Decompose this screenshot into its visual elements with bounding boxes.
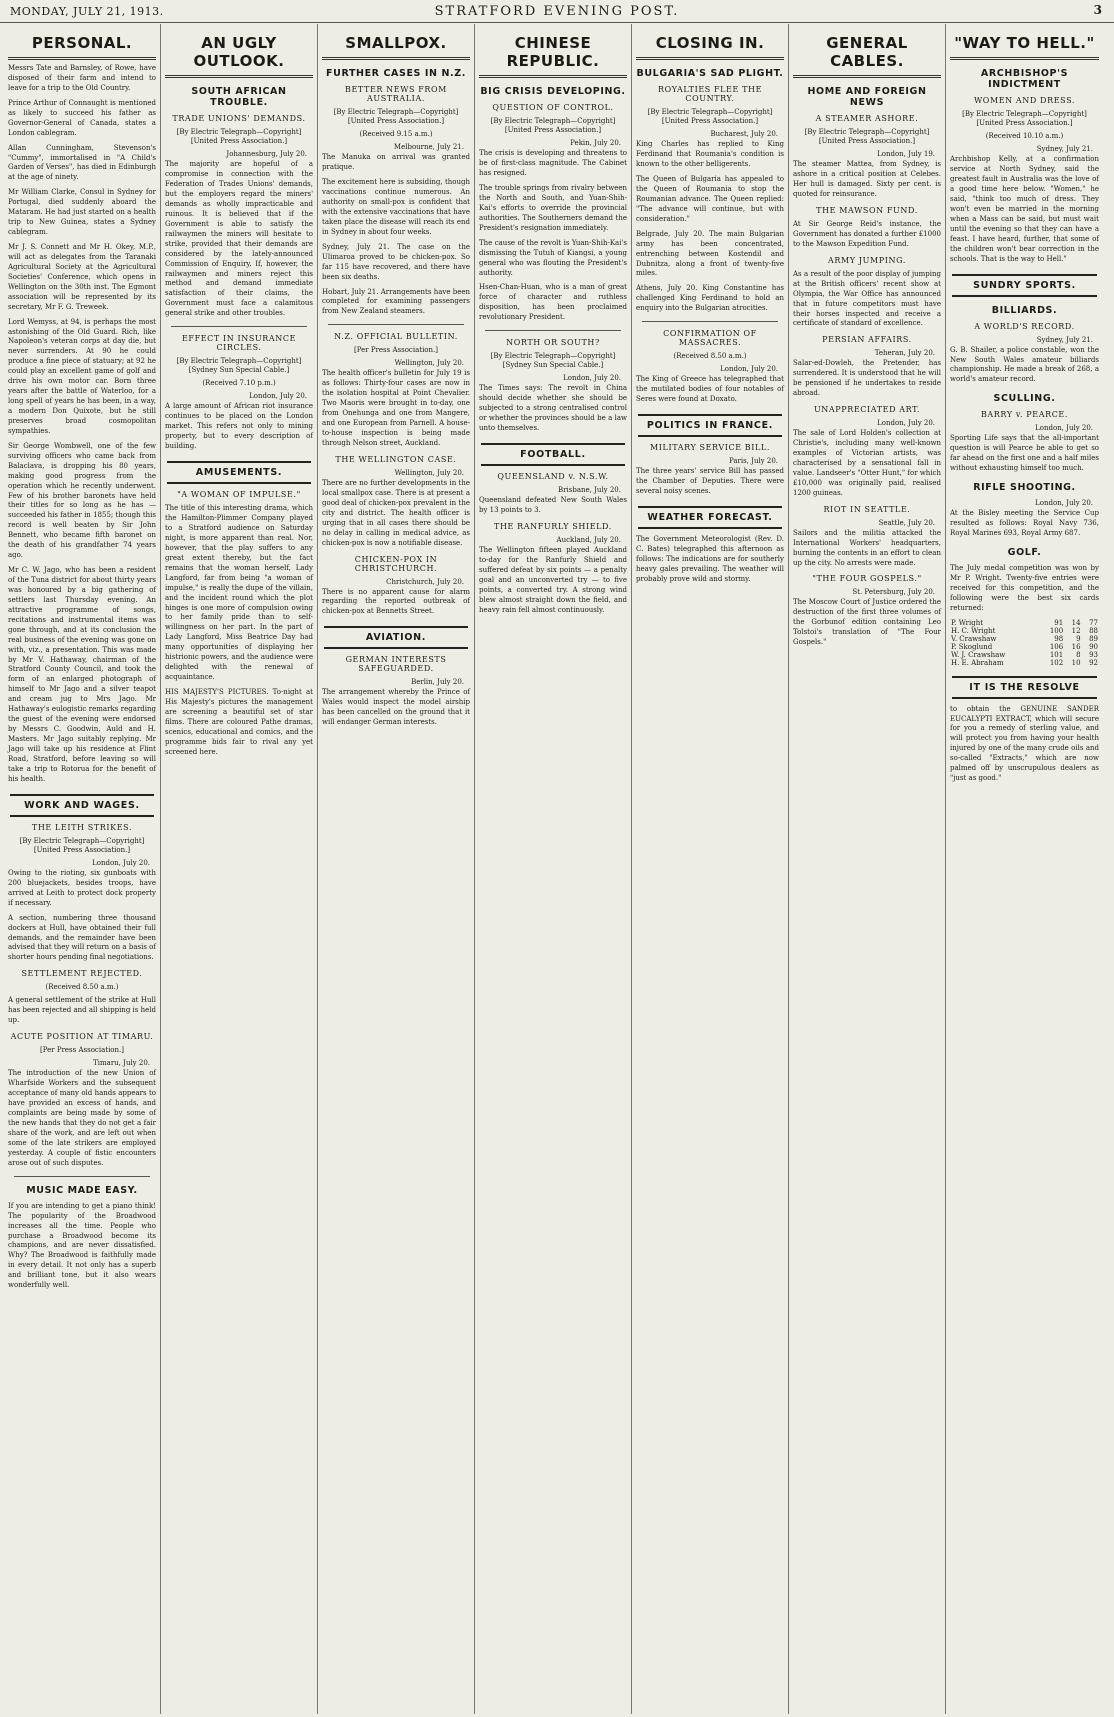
- received-time: (Received 8.50 a.m.): [45, 983, 119, 992]
- sport-heading: BILLIARDS.: [991, 304, 1058, 316]
- wire-credit: [By Electric Telegraph—Copyright] [United Press Association.]: [804, 128, 930, 146]
- paragraph: A large amount of African riot insurance continues to be placed on the London market. This refers not only to mining property, but to every description of building.: [165, 402, 313, 451]
- dateline: Paris, July 20.: [728, 457, 778, 466]
- table-row: [950, 659, 1099, 667]
- paragraph: A general settlement of the strike at Hull has been rejected and all shipping is held up.: [8, 996, 156, 1025]
- article-subhead: RIOT IN SEATTLE.: [823, 504, 911, 514]
- article-subhead: BARRY v. PEARCE.: [980, 410, 1069, 420]
- article-headline: ARCHBISHOP'S INDICTMENT: [980, 68, 1069, 90]
- dateline: Berlin, July 20.: [411, 678, 464, 687]
- masthead: [0, 0, 1114, 23]
- paragraph: The title of this interesting drama, which the Hamilton-Plimmer Company played to a Stratford audience on Saturday night, is more apparent than real. Nor, however, that the play suffers to any great extent thereby, but the fact remains that the woman herself, Lady Langford, far from being "a woman of impulse," is really the dupe of the villain, and the incident round which the plot hinges is one more of compulsion owing to her family pride than to self-willingness on her part. In the part of Lady Langford, Miss Beatrice Day had many opportunities of displaying her histrionic powers, and the audience were delighted with the renewal of acquaintance.: [165, 504, 313, 682]
- paragraph: The Moscow Court of Justice ordered the destruction of the first three volumes of the Gorbunof edition containing Leo Tolstoi's translation of "The Four Gospels.": [793, 598, 941, 647]
- paragraph: Salar-ed-Dowleh, the Pretender, has surrendered. It is understood that he will be pensioned if he undertakes to reside abroad.: [793, 359, 941, 398]
- table-row: [950, 619, 1099, 627]
- article-subhead: A STEAMER ASHORE.: [815, 114, 919, 123]
- paragraph: The Wellington fifteen played Auckland to-day for the Ranfurly Shield and suffered defeat by six points — a penalty goal and an unconverted try — to five points, a converted try. A strong wind blew almost straight down the field, and heavy rain fell almost continuously.: [479, 545, 627, 614]
- category-heading: POLITICS IN FRANCE.: [638, 414, 782, 437]
- divider: [328, 324, 464, 325]
- table-cell: 102: [1049, 658, 1064, 667]
- wire-credit: [By Electric Telegraph—Copyright] [United Press Association.]: [490, 117, 616, 135]
- dateline: London, July 20.: [249, 392, 307, 401]
- table-cell: 91: [1054, 618, 1064, 627]
- dateline: London, July 20.: [1035, 424, 1093, 433]
- dateline: Seattle, July 20.: [878, 518, 935, 527]
- paragraph: Queensland defeated New South Wales by 13 points to 3.: [479, 496, 627, 514]
- dateline: Brisbane, July 20.: [558, 486, 621, 495]
- paragraph: Hsen-Chan-Huan, who is a man of great force of character and ruthless disposition, has been proclaimed revolutionary President.: [479, 283, 627, 322]
- category-heading: FOOTBALL.: [481, 443, 625, 466]
- paragraph: There are no further developments in the local smallpox case. There is at present a good deal of chicken-pox prevalent in the city and district. The health officer is urging that in all cases there should be no delay in calling in medical advice, as chicken-pox is now a notifiable disease.: [322, 478, 470, 547]
- article-subhead: SETTLEMENT REJECTED.: [21, 969, 143, 979]
- paragraph: The majority are hopeful of a compromise in connection with the Federation of Trades Unions' demands, but the employers regard the miners' demands as wholly impracticable and ruinous. It is believed that if the Government is able to satisfy the railwaymen the miners will hesitate to strike, provided that their demands are considered by the lately-announced Commission of Enquiry. If, however, the railwaymen and miners reject this method and demand immediate satisfaction of their claims, the Government must face a calamitous general strike and other troubles.: [165, 160, 313, 318]
- paragraph: The Manuka on arrival was granted pratique.: [322, 153, 470, 172]
- paragraph: The excitement here is subsiding, though vaccinations continue numerous. An authority on small-pox is confident that with the extensive vaccinations that have taken place the disease will reach its end in Sydney in about four weeks.: [322, 178, 470, 236]
- table-cell: 106: [1049, 642, 1064, 651]
- paragraph: The introduction of the new Union of Wharfside Workers and the subsequent acceptance of many old hands appears to have provided an excess of hands, and complaints are being made by some of the new hands that they do not get a fair share of the work, and are left out when some of the late strikers are employed yesterday. A couple of fistic encounters arose out of such disputes.: [8, 1069, 156, 1167]
- article-subhead: UNAPPRECIATED ART.: [813, 405, 921, 415]
- wire-credit: [By Electric Telegraph—Copyright] [Sydney Sun Special Cable.]: [490, 352, 616, 370]
- paragraph: The crisis is developing and threatens to be of first-class magnitude. The Cabinet has resigned.: [479, 149, 627, 178]
- wire-credit: [By Electric Telegraph—Copyright] [United Press Association.]: [176, 128, 302, 146]
- article-subhead: GERMAN INTERESTS SAFEGUARDED.: [345, 655, 447, 674]
- dateline: Sydney, July 21.: [1036, 335, 1093, 344]
- article-subhead: THE WELLINGTON CASE.: [335, 454, 457, 464]
- table-cell: 88: [1089, 626, 1098, 635]
- column-closing-in: [632, 24, 789, 1714]
- article-subhead: N.Z. OFFICIAL BULLETIN.: [334, 332, 458, 342]
- ad-paragraph: If you are intending to get a piano think! The popularity of the Broadwood increases all the time. People who purchase a Broadwood become its champions, and are never dissatisfied. Why? The Broadwood is faithfully made in every detail. It not only has a superb and brilliant tone, but it also wears wonderfully well.: [8, 1201, 156, 1290]
- paragraph: At Sir George Reid's instance, the Government has donated a further £1000 to the Mawson Expedition Fund.: [793, 219, 941, 248]
- divider: [485, 330, 621, 331]
- dateline: London, July 20.: [1035, 499, 1093, 508]
- article-subhead: BETTER NEWS FROM AUSTRALIA.: [345, 85, 447, 103]
- golf-results-table: [950, 619, 1099, 667]
- paragraph: As a result of the poor display of jumping at the British officers' recent show at Olympia, the War Office has announced that in future competitors must have their horses inspected and receive a certificate of standard of excellence.: [793, 269, 941, 328]
- newspaper-title: STRATFORD EVENING POST.: [434, 4, 680, 19]
- article-subhead: TRADE UNIONS' DEMANDS.: [172, 114, 306, 123]
- article-subhead: THE MAWSON FUND.: [816, 205, 918, 215]
- paragraph: Messrs Tate and Barnsley, of Rowe, have disposed of their farm and intend to leave for a trip to the Old Country.: [8, 64, 156, 92]
- category-heading: AMUSEMENTS.: [167, 461, 311, 484]
- divider: [171, 326, 307, 327]
- wire-credit: [By Electric Telegraph—Copyright] [United Press Association.]: [333, 108, 459, 126]
- paragraph: The sale of Lord Holden's collection at Christie's, including many well-known examples of Victorian artists, was characterised by a sensational fall in value. Landseer's "Otter Hunt," for which £10,000 was originally paid, realised 1200 guineas.: [793, 429, 941, 497]
- paragraph: Archbishop Kelly, at a confirmation service at North Sydney, said the greatest fault in Australia was the love of a good time here below. "Women," he said, "think too much of dress. They won't even be married in the morning when a Mass can be said, but must wait until the evening so that they can have a feast. I have heard, further, that some of the children won't bear correction in the schools. That is the way to Hell.": [950, 155, 1099, 263]
- paragraph: Prince Arthur of Connaught is mentioned as likely to succeed his father as Governor-General of Canada, states a London cablegram.: [8, 98, 156, 137]
- article-subhead: A WORLD'S RECORD.: [974, 321, 1075, 331]
- dateline: Wellington, July 20.: [394, 359, 464, 368]
- wire-credit: [Per Press Association.]: [40, 1046, 124, 1055]
- column-chinese-republic: [475, 24, 632, 1714]
- page-number: 3: [1093, 3, 1102, 17]
- wire-credit: [By Electric Telegraph—Copyright] [United Press Association.]: [962, 110, 1087, 128]
- article-headline: SOUTH AFRICAN TROUBLE.: [191, 86, 287, 108]
- article-columns: [4, 24, 1110, 1714]
- column-personal: [4, 24, 161, 1714]
- section-heading: "WAY TO HELL.": [950, 24, 1099, 60]
- article-subhead: THE RANFURLY SHIELD.: [494, 521, 612, 531]
- article-subhead: ROYALTIES FLEE THE COUNTRY.: [657, 85, 763, 103]
- article-subhead: QUEENSLAND v. N.S.W.: [497, 472, 609, 482]
- article-subhead: "THE FOUR GOSPELS.": [812, 574, 922, 584]
- paragraph: The trouble springs from rivalry between the North and South, and Yuan-Shih-Kai's efforts to override the provincial authorities. The Southerners demand the President's resignation immediately.: [479, 184, 627, 232]
- table-cell: P. Skoglund: [951, 642, 993, 651]
- paragraph: The steamer Mattea, from Sydney, is ashore in a critical position at Celebes. Her hull is damaged. Sixty per cent. is quoted for reinsurance.: [793, 160, 941, 198]
- table-cell: 100: [1049, 626, 1064, 635]
- section-heading: PERSONAL.: [8, 24, 156, 60]
- table-cell: 9: [1076, 634, 1081, 643]
- section-heading: SMALLPOX.: [322, 24, 470, 60]
- table-cell: 16: [1071, 642, 1081, 651]
- dateline: Teheran, July 20.: [874, 349, 935, 358]
- wire-credit: [By Electric Telegraph—Copyright] [United Press Association.]: [19, 836, 145, 854]
- paragraph: G. B. Shailer, a police constable, won the New South Wales amateur billiards championship. He made a break of 268, a world's amateur record.: [950, 345, 1099, 384]
- article-subhead: "A WOMAN OF IMPULSE.": [177, 490, 301, 500]
- category-heading: WORK AND WAGES.: [10, 794, 154, 817]
- sport-heading: RIFLE SHOOTING.: [973, 482, 1076, 494]
- table-row: [950, 651, 1099, 659]
- section-heading: AN UGLY OUTLOOK.: [165, 24, 313, 78]
- section-heading: GENERAL CABLES.: [793, 24, 941, 78]
- paragraph: The cause of the revolt is Yuan-Shih-Kai's dismissing the Tutuh of Kiangsi, a young general who was flouting the President's authority.: [479, 238, 627, 277]
- dateline: Johannesburg, July 20.: [226, 150, 307, 159]
- sport-heading: SCULLING.: [993, 393, 1056, 405]
- article-subhead: WOMEN AND DRESS.: [973, 96, 1076, 105]
- table-cell: V. Crawshaw: [951, 634, 997, 643]
- paragraph: HIS MAJESTY'S PICTURES. To-night at His Majesty's pictures the management are screening a beautiful set of star films. There are coloured Pathe dramas, scenics, educational and comics, and the programme bids fair to rival any yet screened here.: [165, 688, 313, 756]
- category-heading: AVIATION.: [324, 626, 468, 649]
- column-general-cables: [789, 24, 946, 1714]
- table-cell: 8: [1076, 650, 1081, 659]
- table-cell: 14: [1071, 618, 1081, 627]
- article-subhead: EFFECT IN INSURANCE CIRCLES.: [181, 334, 297, 353]
- dateline: Pekin, July 20.: [570, 139, 621, 148]
- ad-heading: IT IS THE RESOLVE: [952, 676, 1097, 699]
- table-row: [950, 627, 1099, 635]
- article-subhead: CONFIRMATION OF MASSACRES.: [663, 329, 757, 348]
- paragraph: Lord Wemyss, at 94, is perhaps the most astonishing of the Old Guard. Rich, like Napoleon's veteran corps at day die, but never surrenders. At 90 he could produce a fine piece of statuary; at 92 he could play an excellent game of golf and drive his own motor car. Born three years after the battle of Waterloo, for a long spell of years he has been, in a way, a modern Don Quixote, but he still preserves broad cosmopolitan sympathies.: [8, 317, 156, 435]
- dateline: Wellington, July 20.: [394, 468, 464, 477]
- paragraph: The Government Meteorologist (Rev. D. C. Bates) telegraphed this afternoon as follows: The indications are for southerly heavy gales prevailing. The weather will probably prove wild and stormy.: [636, 534, 784, 583]
- paragraph: Athens, July 20. King Constantine has challenged King Ferdinand to hold an enquiry into the Bulgarian atrocities.: [636, 284, 784, 313]
- paragraph: At the Bisley meeting the Service Cup resulted as follows: Royal Navy 736, Royal Marines 693, Royal Army 687.: [950, 509, 1099, 537]
- dateline: St. Petersburg, July 20.: [852, 588, 935, 597]
- received-time: (Received 8.50 a.m.): [673, 352, 747, 361]
- divider: [642, 321, 778, 322]
- paragraph: Mr C. W. Jago, who has been a resident of the Tuna district for about thirty years was honoured by a big gathering of settlers last Thursday evening. An attractive programme of songs, recitations and instrumental items was gone through, and at its conclusion the real business of the evening was gone on with, viz., a presentation. This was made by Mr V. Hathaway, chairman of the Stratford County Council, and took the form of an enlarged photograph of himself to Mr Jago and a silver teapot and cream jug to Mrs Jago. Mr Hathaway's eulogistic remarks regarding the guest of the evening were endorsed by Messrs C. Goodwin, Auld and H. Masters. Mr Jago suitably replying. Mr Jago will take up his residence at Flint Road, Stratford, before leaving so will take a trip to Rotorua for the benefit of his health.: [8, 566, 156, 783]
- table-row: [950, 635, 1099, 643]
- table-cell: 98: [1054, 634, 1064, 643]
- table-cell: 92: [1089, 658, 1098, 667]
- category-heading: WEATHER FORECAST.: [638, 506, 782, 529]
- table-cell: 90: [1089, 642, 1098, 651]
- article-headline: BIG CRISIS DEVELOPING.: [480, 86, 626, 97]
- dateline: Timaru, July 20.: [93, 1059, 150, 1068]
- paragraph: The health officer's bulletin for July 19 is as follows: Thirty-four cases are now in the isolation hospital at Point Chevalier. Two Maoris were brought in to-day, one from Onehunga and one from Mangere, and one European from Parnell. A house-to-house inspection is being made through Nelson street, Auckland.: [322, 369, 470, 447]
- article-headline: HOME AND FOREIGN NEWS: [807, 86, 927, 108]
- divider: [14, 1176, 150, 1177]
- paragraph: Sir George Wombwell, one of the few surviving officers who came back from Balaclava, is dropping his 80 years, making good progress from the operation which he recently underwent. Few of his brother baronets have held their titles for so long as he has — succeeded his father in 1855; though this record is well beaten by Sir John Bennett, who became fifth baronet on the death of his grandfather 74 years ago.: [8, 441, 156, 560]
- table-cell: H. E. Abraham: [951, 658, 1004, 667]
- paragraph: A section, numbering three thousand dockers at Hull, have obtained their full demands, and the remainder have been advised that they will return on a basis of shorter hours pending final negotiations.: [8, 913, 156, 962]
- article-subhead: QUESTION OF CONTROL.: [492, 103, 614, 112]
- article-subhead: ACUTE POSITION AT TIMARU.: [10, 1032, 154, 1042]
- table-row: [950, 643, 1099, 651]
- section-heading: CLOSING IN.: [636, 24, 784, 60]
- table-cell: 101: [1049, 650, 1064, 659]
- paragraph: Mr J. S. Connett and Mr H. Okey, M.P., will act as delegates from the Taranaki Agricultural Society at the Agricultural Societies' Conference, which opens in Wellington on the 30th inst. The Egmont association will be represented by its secretary, Mr F. G. Treweek.: [8, 243, 156, 311]
- paragraph: Mr William Clarke, Consul in Sydney for Portugal, died suddenly aboard the Mataram. He had just started on a health trip to New Guinea, states a Sydney cablegram.: [8, 188, 156, 237]
- dateline: London, July 20.: [720, 365, 778, 374]
- paragraph: The Times says: The revolt in China should decide whether she should be subjected to a strong centralised control or whether the provinces should be a law unto themselves.: [479, 384, 627, 433]
- ad-paragraph: to obtain the GENUINE SANDER EUCALYPTI EXTRACT, which will secure for you a remedy of sterling value, and will protect you from having your health injured by one of the many crude oils and so-called "Extracts," which are now palmed off by unscrupulous dealers as "just as good.": [950, 704, 1099, 783]
- paragraph: The King of Greece has telegraphed that the mutilated bodies of four notables of Seres were found at Doxato.: [636, 375, 784, 404]
- table-cell: 89: [1089, 634, 1098, 643]
- paragraph: Hobart, July 21. Arrangements have been completed for examining passengers from New Zealand steamers.: [322, 287, 470, 316]
- dateline: Auckland, July 20.: [556, 535, 621, 544]
- table-cell: 10: [1071, 658, 1081, 667]
- article-subhead: ARMY JUMPING.: [828, 255, 906, 265]
- table-cell: 12: [1071, 626, 1081, 635]
- paragraph: King Charles has replied to King Ferdinand that Roumania's condition is known to the other belligerents.: [636, 140, 784, 169]
- paragraph: The Queen of Bulgaria has appealed to the Queen of Roumania to stop the Roumanian advance. The Queen replied: "The advance will continue, but with consideration.": [636, 175, 784, 223]
- dateline: London, July 20.: [877, 419, 935, 428]
- section-heading: CHINESE REPUBLIC.: [479, 24, 627, 78]
- issue-date: MONDAY, JULY 21, 1913.: [10, 5, 164, 18]
- paragraph: Sailors and the militia attacked the International Workers' headquarters, burning the contents in an effort to clean up the city. No arrests were made.: [793, 528, 941, 567]
- dateline: Bucharest, July 20.: [710, 130, 778, 139]
- wire-credit: [Per Press Association.]: [354, 346, 438, 355]
- paragraph: Allan Cunningham, Stevenson's "Cummy", immortalised in "A Child's Garden of Verses", has died in Edinburgh at the age of ninety.: [8, 143, 156, 182]
- dateline: Christchurch, July 20.: [386, 577, 464, 586]
- paragraph: The July medal competition was won by Mr P. Wright. Twenty-five entries were received for this competition, and the following were the best six cards returned:: [950, 563, 1099, 612]
- wire-credit: [By Electric Telegraph—Copyright] [Sydney Sun Special Cable.]: [176, 357, 302, 375]
- paragraph: Sporting Life says that the all-important question is will Pearce be able to get so far ahead on the first one and a half miles without exhausting himself too much.: [950, 434, 1099, 473]
- paragraph: The arrangement whereby the Prince of Wales would inspect the model airship has been cancelled on the ground that it will endanger German interests.: [322, 688, 470, 727]
- column-ugly-outlook: [161, 24, 318, 1714]
- table-cell: H. C. Wright: [951, 626, 996, 635]
- sport-heading: GOLF.: [1007, 546, 1042, 558]
- article-subhead: MILITARY SERVICE BILL.: [649, 443, 770, 453]
- article-subhead: THE LEITH STRIKES.: [31, 822, 133, 832]
- article-subhead: PERSIAN AFFAIRS.: [822, 335, 912, 345]
- article-subhead: NORTH OR SOUTH?: [506, 338, 600, 348]
- dateline: London, July 20.: [92, 858, 150, 867]
- dateline: London, July 20.: [563, 374, 621, 383]
- received-time: (Received 10.10 a.m.): [985, 132, 1064, 141]
- column-smallpox: [318, 24, 475, 1714]
- dateline: Melbourne, July 21.: [393, 143, 464, 152]
- paragraph: The three years' service Bill has passed the Chamber of Deputies. There were several noisy scenes.: [636, 467, 784, 495]
- ad-heading: MUSIC MADE EASY.: [26, 1184, 138, 1196]
- received-time: (Received 7.10 p.m.): [202, 379, 276, 388]
- table-cell: W. J. Crawshaw: [951, 650, 1006, 659]
- wire-credit: [By Electric Telegraph—Copyright] [United Press Association.]: [647, 108, 773, 126]
- dateline: Sydney, July 21.: [1036, 145, 1093, 154]
- article-headline: FURTHER CASES IN N.Z.: [326, 68, 466, 79]
- dateline: London, July 19.: [877, 150, 935, 159]
- paragraph: Owing to the rioting, six gunboats with 200 bluejackets, besides troops, have arrived at Leith to protect dock property if necessary.: [8, 868, 156, 907]
- table-cell: P. Wright: [951, 618, 984, 627]
- column-way-to-hell: [946, 24, 1103, 1714]
- received-time: (Received 9.15 a.m.): [359, 130, 433, 139]
- category-heading: SUNDRY SPORTS.: [952, 274, 1097, 297]
- table-cell: 93: [1089, 650, 1098, 659]
- paragraph: Belgrade, July 20. The main Bulgarian army has been concentrated, entrenching between Kostendil and Dubnitza, along a front of twenty-five miles.: [636, 229, 784, 278]
- article-subhead: CHICKEN-POX IN CHRISTCHURCH.: [354, 554, 438, 573]
- paragraph: There is no apparent cause for alarm regarding the reported outbreak of chicken-pox at Bennetts Street.: [322, 587, 470, 616]
- paragraph: Sydney, July 21. The case on the Ulimaroa proved to be chicken-pox. So far 115 have recovered, and there have been six deaths.: [322, 242, 470, 281]
- article-headline: BULGARIA'S SAD PLIGHT.: [636, 68, 784, 79]
- table-cell: 77: [1089, 618, 1098, 627]
